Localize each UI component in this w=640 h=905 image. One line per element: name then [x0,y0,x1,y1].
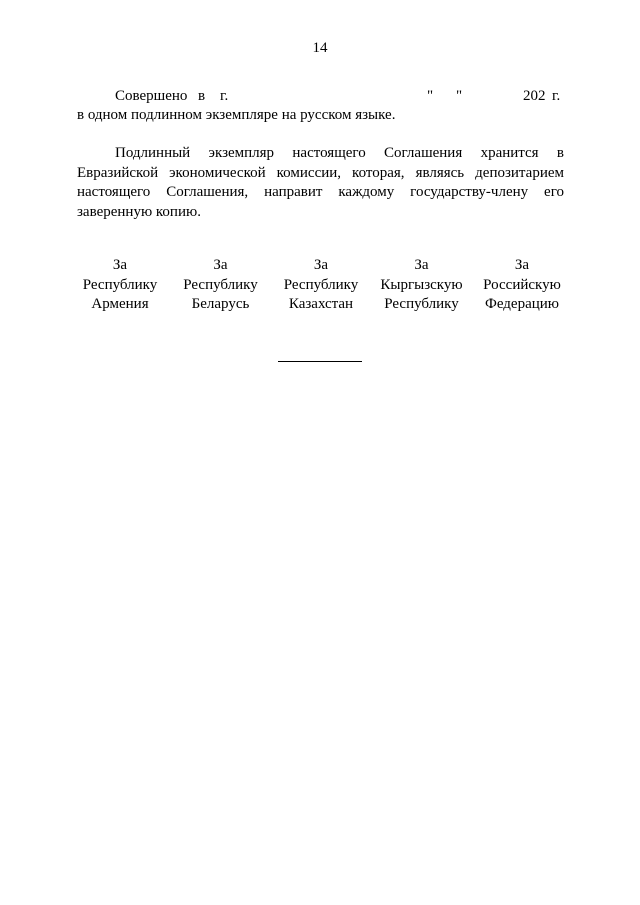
signature-for: За [514,257,530,273]
signature-line-1: Республику [183,276,258,293]
date-quote-close: " [456,88,463,104]
year-abbr: г. [552,88,561,104]
deposit-paragraph: Подлинный экземпляр настоящего Соглашения хранится в Евразийской экономической комиссии, которая, являясь депозитарием настоящего Соглашения, направит каждому государству-члену его заверенную копию. [77,145,564,220]
signature-line-1: Республику [82,276,158,293]
signature-russia [474,256,570,315]
year-value: 202 [523,88,546,104]
signature-for: За [213,257,228,273]
page-number: 14 [312,40,328,56]
date-quote-open: " [427,88,434,104]
city-abbr: г. [220,88,229,104]
end-of-document-rule [278,361,362,362]
signature-for: За [112,257,128,273]
signature-block [72,256,570,315]
signature-line-1: Российскую [483,276,561,293]
in-word: в [198,88,206,104]
signature-line-2: Армения [91,296,149,312]
signature-line-2: Беларусь [191,296,250,312]
signature-belarus [173,256,269,315]
done-at-line [77,88,564,106]
signature-line-2: Федерацию [484,296,560,312]
language-line: в одном подлинном экземпляре на русском языке. [77,107,396,123]
signature-line-1: Кыргызскую [380,276,463,293]
signature-for: За [414,257,429,273]
signature-line-1: Республику [283,276,359,293]
done-word: Совершено [115,88,188,104]
signature-line-2: Казахстан [288,296,354,312]
signature-line-2: Республику [384,296,459,312]
signature-kazakhstan [273,256,369,315]
signature-for: За [313,257,329,273]
signature-armenia [72,256,168,315]
signature-kyrgyzstan [374,256,470,315]
